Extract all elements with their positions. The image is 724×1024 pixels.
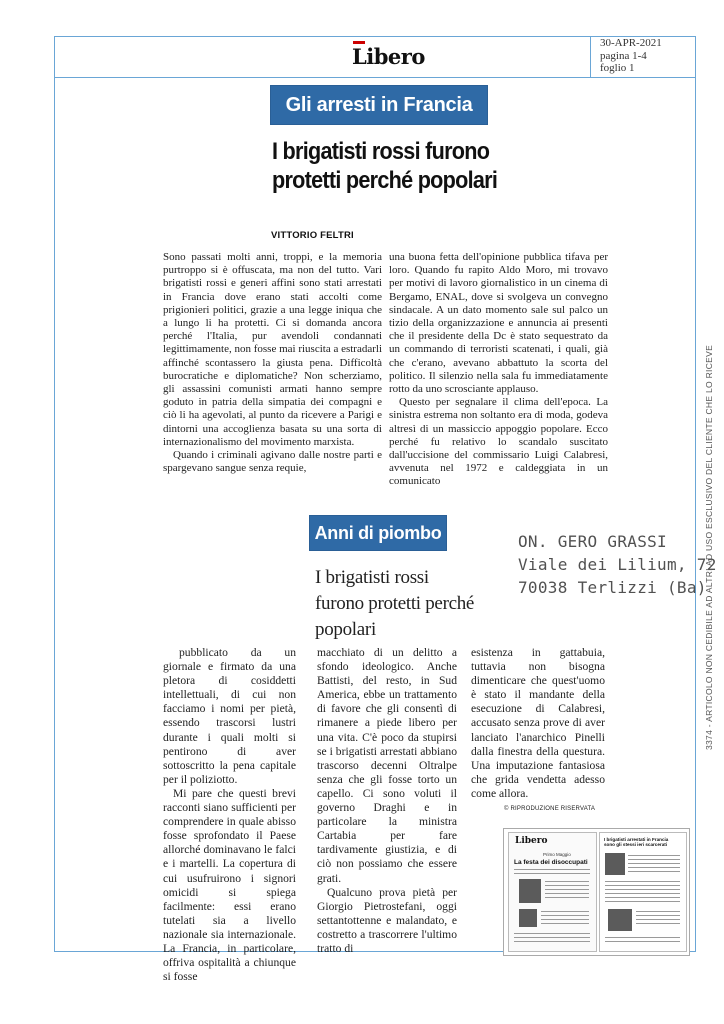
paragraph: Quando i criminali agivano dalle nostre parti e spargevano sangue senza requie,	[163, 449, 382, 475]
kicker-banner: Gli arresti in Francia	[271, 86, 487, 124]
stamp-line: ON. GERO GRASSI	[518, 532, 667, 551]
stamp-line: Viale dei Lilium, 72	[518, 555, 717, 574]
article-byline: VITTORIO FELTRI	[271, 230, 354, 241]
thumbnail-subtitle: Primo Maggio	[543, 852, 571, 857]
paragraph: pubblicato da un giornale e firmato da una pletora di cosiddetti intellettuali, di cui non facciamo i nomi per pietà, essendo trascorsi lustri durante i quali molti si pentirono di aver sottoscritto la pena capitale per il poliziotto.	[163, 646, 296, 786]
header-divider	[54, 77, 696, 78]
thumbnail-photo	[608, 909, 632, 931]
article-column-3	[163, 646, 296, 984]
paragraph: una buona fetta dell'opinione pubblica tifava per loro. Quando fu rapito Aldo Moro, mi trovavo per motivi di lavoro giornalistico in un cinema di Bergamo, ENAL, dove si svolgeva un convegno sindacale. A un dato momento sale sul palco un tizio della organizzazione e annuncia ai presenti che il presidente della Dc è stato sequestrato da un commando di terroristi scatenati, i quali, già che c'erano, avevano abbattuto la scorta del politico. Il silenzio nella sala fu immediatamente rotto da uno scrosciante applauso.	[389, 251, 608, 396]
thumbnail-headline: La festa dei disoccupati	[514, 859, 588, 866]
paragraph: macchiato di un delitto a sfondo ideologico. Anche Battisti, del resto, in Sud America, ebbe un trattamento di favore che gli consentì di rimanere a piede libero per una vita. C'è poco da stupirsi se i brigatisti arrestati abbiano trascorso decenni Oltralpe senza che gli fosse torto un capello. Ci sono voluti il governo Draghi e in particolare la ministra Cartabia per fare tardivamente giustizia, e di ciò non possiamo che essere grati.	[317, 646, 457, 885]
thumbnail-headline: I brigatisti arrestati in Francia sono gli stessi ieri scarcerati	[604, 837, 669, 848]
side-disclaimer	[699, 290, 719, 750]
paragraph: Mi pare che questi brevi racconti siano sufficienti per comprendere in quale abisso fosse sprofondato il Paese allorché dominavano le falci e i martelli. La copertura di cui usufruirono i signori omicidi si spiega facilmente: essi erano tutelati sia a livello nazionale sia internazionale. La Francia, in particolare, offriva ospitalità a chiunque si fosse	[163, 786, 296, 984]
paragraph: Questo per segnalare il clima dell'epoca. La sinistra estrema non soltanto era di moda, godeva altresì di un massiccio appoggio popolare. Ecco perché fu relativo lo scandalo suscitato dall'uccisione del commissario Luigi Calabresi, avvenuta nel 1972 e caldeggiata in un comunicato	[389, 396, 608, 488]
thumbnail-photo	[605, 853, 625, 875]
paragraph: Sono passati molti anni, troppi, e la memoria purtroppo si è offuscata, ma non del tutto. Vari brigatisti rossi e generi affini sono stati arrestati in Francia dove erano stati accolti come prigionieri politici, grazie a una legge iniqua che a lungo li ha protetti. Ci si domanda ancora perché l'Italia, pur avendoli condannati legittimamente, non fosse mai riuscita a estradarli affinché scontassero la giusta pena. Difficoltà burocratiche e diplomatiche? Non scherziamo, gli assassini comunisti armati hanno sempre goduto in patria della simpatia dei compagni e ciò li ha agevolati, al punto da ricevere a Parigi e dintorni una accoglienza basata su una sorta di internazionalismo del movimento marxista.	[163, 251, 383, 448]
article-headline: I brigatisti rossi furono protetti perché popolari	[272, 138, 498, 194]
inside-headline: I brigatisti rossi furono protetti perché popolari	[315, 567, 475, 640]
copyright-note: © RIPRODUZIONE RISERVATA	[504, 806, 596, 812]
header-meta-divider	[590, 36, 591, 78]
thumbnail-logo: Libero	[515, 836, 548, 846]
thumbnail-photo	[519, 909, 537, 927]
paragraph: Qualcuno prova pietà per Giorgio Pietrostefani, oggi settantottenne e malandato, e costretto a trascorrere l'ultimo tratto di	[317, 885, 457, 955]
stamp-line: 70038 Terlizzi (Ba)	[518, 578, 707, 597]
article-column-5	[471, 646, 605, 801]
publication-date: 30-APR-2021	[600, 37, 662, 49]
page-range: pagina 1-4	[600, 50, 647, 62]
article-column-2	[389, 251, 608, 489]
front-page-thumbnail	[508, 832, 597, 952]
inside-page-thumbnail	[599, 832, 687, 952]
section-banner: Anni di piombo	[310, 516, 446, 550]
article-column-1	[163, 251, 382, 475]
sheet-number: foglio 1	[600, 62, 635, 74]
address-stamp	[518, 530, 717, 599]
newspaper-logo: Libero	[352, 44, 425, 69]
thumbnail-photo	[519, 879, 541, 903]
article-column-4	[317, 646, 457, 956]
paragraph: esistenza in gattabuia, tuttavia non bisogna dimenticare che quest'uomo è stato il mandante della esecuzione di Calabresi, accusato senza prove di aver lanciato l'anarchico Pinelli dalla finestra della questura. Una imputazione fantasiosa che grida vendetta adesso come allora.	[471, 646, 605, 800]
disclaimer-text: 3374 - ARTICOLO NON CEDIBILE AD ALTRI AD USO ESCLUSIVO DEL CLIENTE CHE LO RICEVE	[704, 344, 714, 750]
page-thumbnails	[503, 828, 690, 956]
